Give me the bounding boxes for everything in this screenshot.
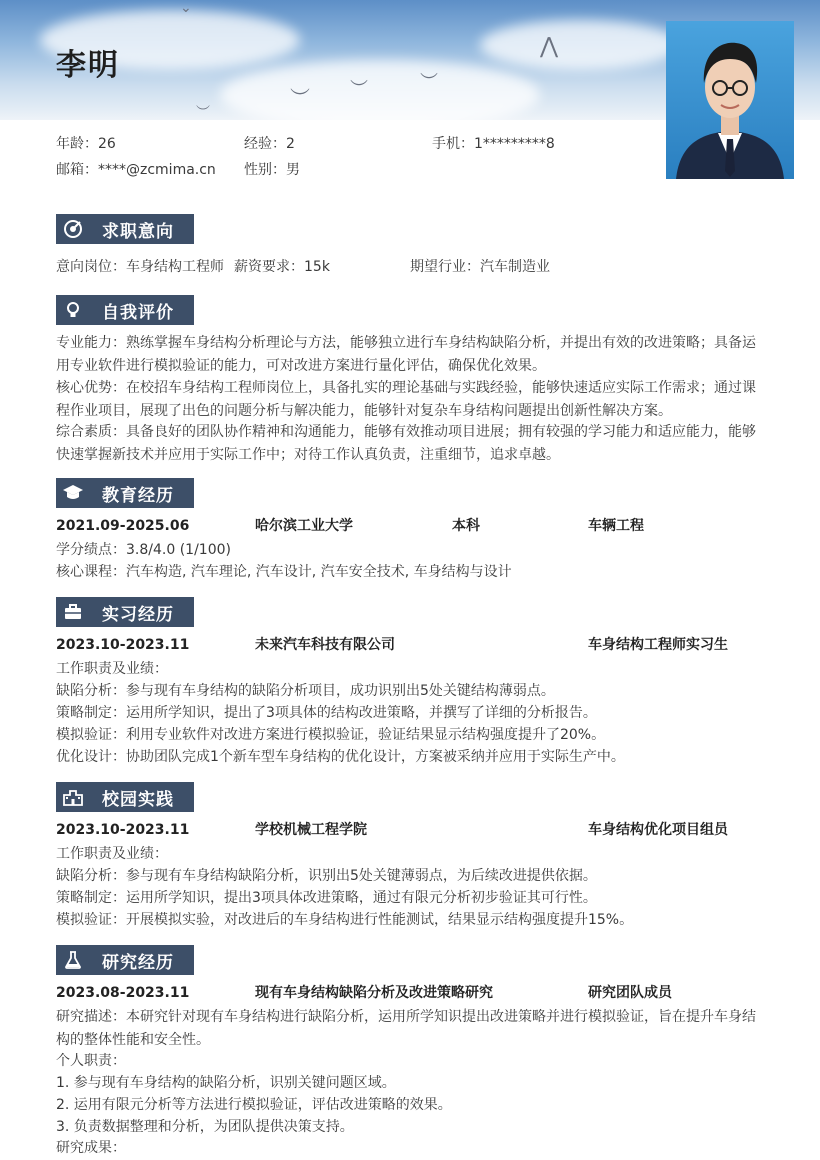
intent-salary: 薪资要求：15k (234, 259, 330, 275)
school-building-icon (58, 782, 88, 812)
briefcase-icon (58, 597, 88, 627)
research-project: 现有车身结构缺陷分析及改进策略研究 (255, 985, 493, 1001)
age: 年龄：26 (56, 136, 116, 152)
section-title: 实习经历 (102, 604, 174, 625)
education-degree: 本科 (452, 518, 480, 534)
education-date: 2021.09-2025.06 (56, 518, 190, 534)
bird-icon: ︶ (196, 105, 210, 120)
research-line: 研究成果： (56, 1140, 126, 1156)
internship-line: 工作职责及业绩： (56, 661, 168, 677)
phone: 手机：1*********8 (432, 136, 555, 152)
education-courses: 核心课程：汽车构造, 汽车理论, 汽车设计, 汽车安全技术, 车身结构与设计 (56, 564, 512, 580)
section-header-intent (56, 214, 194, 244)
bird-icon: ⋀ (540, 34, 559, 59)
self-eval-paragraph: 专业能力：熟练掌握车身结构分析理论与方法，能够独立进行车身结构缺陷分析，并提出有效的改进策略；具备运用专业软件进行模拟验证的能力，可对改进方案进行量化评估，确保优化效果。 (56, 335, 756, 374)
research-date: 2023.08-2023.11 (56, 985, 190, 1001)
intent-position: 意向岗位：车身结构工程师 (56, 259, 224, 275)
gender: 性别：男 (244, 162, 300, 178)
candidate-name: 李明 (56, 48, 120, 83)
flask-icon (58, 945, 88, 975)
internship-line: 优化设计：协助团队完成1个新车型车身结构的优化设计，方案被采纳并应用于实际生产中。 (56, 749, 625, 765)
internship-company: 未来汽车科技有限公司 (255, 637, 395, 653)
research-role: 研究团队成员 (588, 985, 672, 1001)
campus-line: 策略制定：运用所学知识，提出3项具体改进策略，通过有限元分析初步验证其可行性。 (56, 890, 597, 906)
research-line: 个人职责： (56, 1053, 126, 1069)
profile-photo (666, 21, 794, 179)
education-gpa: 学分绩点：3.8/4.0 (1/100) (56, 542, 231, 558)
section-header-self-eval (56, 295, 194, 325)
campus-line: 工作职责及业绩： (56, 846, 168, 862)
campus-line: 缺陷分析：参与现有车身结构缺陷分析，识别出5处关键薄弱点，为后续改进提供依据。 (56, 868, 597, 884)
bird-icon: ⌄ (180, 0, 192, 16)
campus-org: 学校机械工程学院 (255, 822, 367, 838)
internship-line: 模拟验证：利用专业软件对改进方案进行模拟验证，验证结果显示结构强度提升了20%。 (56, 727, 606, 743)
section-header-internship (56, 597, 194, 627)
section-header-research (56, 945, 194, 975)
internship-role: 车身结构工程师实习生 (588, 637, 728, 653)
research-line: 1. 参与现有车身结构的缺陷分析，识别关键问题区域。 (56, 1075, 396, 1091)
bird-icon: ︶ (290, 86, 310, 110)
internship-date: 2023.10-2023.11 (56, 637, 190, 653)
section-title: 研究经历 (102, 952, 174, 973)
internship-line: 缺陷分析：参与现有车身结构的缺陷分析项目，成功识别出5处关键结构薄弱点。 (56, 683, 555, 699)
graduation-cap-icon (58, 478, 88, 508)
target-icon (58, 214, 88, 244)
section-title: 求职意向 (102, 221, 174, 242)
self-eval-paragraph: 核心优势：在校招车身结构工程师岗位上，具备扎实的理论基础与实践经验，能够快速适应实际工作需求；通过课程作业项目，展现了出色的问题分析与解决能力，能够针对复杂车身结构问题提出创新性解决方案。 (56, 380, 756, 419)
campus-line: 模拟验证：开展模拟实验，对改进后的车身结构进行性能测试，结果显示结构强度提升15%。 (56, 912, 634, 928)
section-header-education (56, 478, 194, 508)
email: 邮箱：****@zcmima.cn (56, 162, 216, 178)
lightbulb-icon (58, 295, 88, 325)
education-major: 车辆工程 (588, 518, 644, 534)
internship-line: 策略制定：运用所学知识，提出了3项具体的结构改进策略，并撰写了详细的分析报告。 (56, 705, 597, 721)
research-line: 2. 运用有限元分析等方法进行模拟验证，评估改进策略的效果。 (56, 1097, 452, 1113)
bird-icon: ︶ (350, 79, 368, 100)
research-line: 3. 负责数据整理和分析，为团队提供决策支持。 (56, 1119, 354, 1135)
research-description: 研究描述：本研究针对现有车身结构进行缺陷分析，运用所学知识提出改进策略并进行模拟验证，旨在提升车身结构的整体性能和安全性。 (56, 1009, 756, 1048)
section-title: 教育经历 (102, 485, 174, 506)
bird-icon: ︶ (420, 72, 438, 93)
campus-date: 2023.10-2023.11 (56, 822, 190, 838)
campus-role: 车身结构优化项目组员 (588, 822, 728, 838)
experience: 经验：2 (244, 136, 295, 152)
intent-industry: 期望行业：汽车制造业 (410, 259, 550, 275)
section-header-campus (56, 782, 194, 812)
section-title: 自我评价 (102, 302, 174, 323)
section-title: 校园实践 (102, 789, 174, 810)
self-eval-paragraph: 综合素质：具备良好的团队协作精神和沟通能力，能够有效推动项目进展；拥有较强的学习能力和适应能力，能够快速掌握新技术并应用于实际工作中；对待工作认真负责，注重细节，追求卓越。 (56, 424, 756, 463)
education-school: 哈尔滨工业大学 (255, 518, 353, 534)
